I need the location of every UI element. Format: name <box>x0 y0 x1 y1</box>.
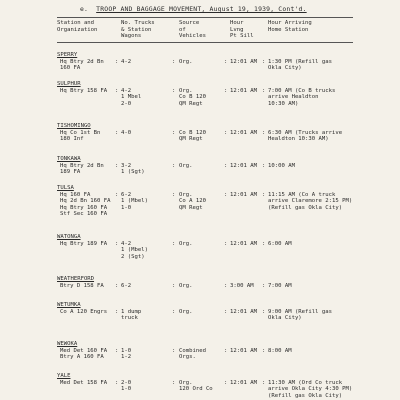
section-number: e. <box>80 5 89 13</box>
trucks-value: 1 (Mbel) <box>121 247 148 254</box>
title-text: TROOP AND BAGGAGE MOVEMENT, August 19, 1939, Cont'd. <box>96 5 307 13</box>
column-separator: : <box>172 308 176 315</box>
trucks-value: 2-0 <box>121 379 132 386</box>
organization-line: Hq Btry 158 FA <box>60 87 108 94</box>
trucks-value: 6-2 <box>121 191 132 198</box>
column-separator: : <box>262 191 266 198</box>
trucks-value: 3-2 <box>121 162 132 169</box>
organization-line: Hq 2d Bn 160 FA <box>60 198 111 205</box>
column-separator: : <box>224 308 228 315</box>
header-rule <box>57 42 353 43</box>
column-separator: : <box>224 282 228 289</box>
organization-line: Co A 120 Engrs <box>60 308 108 315</box>
hour-leaving: 12:01 AM <box>230 58 257 65</box>
column-separator: : <box>115 87 119 94</box>
column-separator: : <box>115 58 119 65</box>
arrival-line: 11:30 AM (Ord Co truck <box>268 379 343 386</box>
column-separator: : <box>115 191 119 198</box>
column-separator: : <box>224 58 228 65</box>
column-separator: : <box>172 87 176 94</box>
arrival-line: 1:30 PM (Refill gas <box>268 58 332 65</box>
trucks-value: 2-0 <box>121 100 132 107</box>
column-separator: : <box>224 129 228 136</box>
arrival-line: arrive Claremore 2:15 PM) <box>268 198 353 205</box>
source-value: Org. <box>179 162 193 169</box>
column-separator: : <box>172 240 176 247</box>
source-value: Co A 120 <box>179 198 206 205</box>
hour-leaving: 12:01 AM <box>230 347 257 354</box>
organization-line: Med Det 160 FA <box>60 347 108 354</box>
station-name: WEWOKA <box>57 341 78 347</box>
column-separator: : <box>115 129 119 136</box>
station-name: WETUMKA <box>57 302 81 308</box>
trucks-value: 4-2 <box>121 58 132 65</box>
arrival-line: 10:00 AM <box>268 162 295 169</box>
trucks-value: 1-2 <box>121 354 132 361</box>
arrival-line: Okla City) <box>268 315 302 322</box>
organization-line: Btry A 160 FA <box>60 354 104 361</box>
column-separator: : <box>115 347 119 354</box>
arrival-line: (Refill gas Okla City) <box>268 204 343 211</box>
trucks-value: 4-0 <box>121 129 132 136</box>
organization-line: Hq 160 FA <box>60 191 91 198</box>
column-separator: : <box>115 282 119 289</box>
column-separator: : <box>262 87 266 94</box>
station-name: WEATHERFORD <box>57 276 95 282</box>
station-name: TULSA <box>57 185 74 191</box>
source-value: QM Regt <box>179 136 203 143</box>
column-separator: : <box>172 58 176 65</box>
trucks-value: 1 (Sgt) <box>121 169 145 176</box>
source-value: Orgs. <box>179 354 196 361</box>
column-separator: : <box>115 162 119 169</box>
source-value: Combined <box>179 347 206 354</box>
top-rule <box>57 17 353 18</box>
header-hour-arriving: Hour Arriving Home Station <box>268 20 312 33</box>
trucks-value: 1-0 <box>121 204 132 211</box>
column-separator: : <box>172 162 176 169</box>
column-separator: : <box>262 162 266 169</box>
column-separator: : <box>262 308 266 315</box>
header-station: Station and Organization <box>57 20 98 33</box>
trucks-value: 1-0 <box>121 386 132 393</box>
organization-line: Stf Sec 160 FA <box>60 211 108 218</box>
hour-leaving: 12:01 AM <box>230 240 257 247</box>
arrival-line: 7:00 AM <box>268 282 292 289</box>
column-separator: : <box>172 191 176 198</box>
organization-line: 160 FA <box>60 65 81 72</box>
column-separator: : <box>262 282 266 289</box>
hour-leaving: 3:00 AM <box>230 282 254 289</box>
column-separator: : <box>224 379 228 386</box>
source-value: QM Regt <box>179 100 203 107</box>
header-source: Source of Vehicles <box>179 20 206 40</box>
station-name: YALE <box>57 373 71 379</box>
source-value: Org. <box>179 308 193 315</box>
trucks-value: 2 (Sgt) <box>121 253 145 260</box>
arrival-line: Healdton 10:30 AM) <box>268 136 329 143</box>
header-hour-leaving: Hour Lvng Pt Sill <box>230 20 254 40</box>
column-separator: : <box>115 240 119 247</box>
column-separator: : <box>224 87 228 94</box>
arrival-line: 6:00 AM <box>268 240 292 247</box>
column-separator: : <box>224 347 228 354</box>
trucks-value: 1-0 <box>121 347 132 354</box>
trucks-value: 4-2 <box>121 87 132 94</box>
column-separator: : <box>224 240 228 247</box>
organization-line: Btry D 158 FA <box>60 282 104 289</box>
arrival-line: arrive Okla City 4:30 PM) <box>268 386 353 393</box>
source-value: QM Regt <box>179 204 203 211</box>
source-value: Co B 120 <box>179 129 206 136</box>
hour-leaving: 12:01 AM <box>230 308 257 315</box>
station-name: TONKAWA <box>57 156 81 162</box>
trucks-value: truck <box>121 315 138 322</box>
organization-line: Med Det 158 FA <box>60 379 108 386</box>
column-separator: : <box>262 58 266 65</box>
arrival-line: 7:00 AM (Co B trucks <box>268 87 336 94</box>
source-value: Org. <box>179 282 193 289</box>
source-value: Org. <box>179 58 193 65</box>
arrival-line: Okla City) <box>268 65 302 72</box>
hour-leaving: 12:01 AM <box>230 191 257 198</box>
hour-leaving: 12:01 AM <box>230 129 257 136</box>
column-separator: : <box>262 379 266 386</box>
arrival-line: 6:30 AM (Trucks arrive <box>268 129 343 136</box>
source-value: Co B 120 <box>179 94 206 101</box>
station-name: WATONGA <box>57 234 81 240</box>
column-separator: : <box>172 282 176 289</box>
column-separator: : <box>172 129 176 136</box>
column-separator: : <box>172 347 176 354</box>
column-separator: : <box>172 379 176 386</box>
hour-leaving: 12:01 AM <box>230 162 257 169</box>
arrival-line: 10:30 AM) <box>268 100 299 107</box>
arrival-line: 9:00 AM (Refill gas <box>268 308 332 315</box>
column-separator: : <box>115 379 119 386</box>
source-value: Org. <box>179 87 193 94</box>
organization-line: 189 FA <box>60 169 81 176</box>
hour-leaving: 12:01 AM <box>230 379 257 386</box>
arrival-line: 8:00 AM <box>268 347 292 354</box>
trucks-value: 1 dump <box>121 308 142 315</box>
organization-line: Hq Btry 160 FA <box>60 204 108 211</box>
trucks-value: 1 (Mbel) <box>121 198 148 205</box>
column-separator: : <box>262 129 266 136</box>
column-separator: : <box>224 162 228 169</box>
column-separator: : <box>262 347 266 354</box>
arrival-line: 11:15 AM (Co A truck <box>268 191 336 198</box>
source-value: 120 Ord Co <box>179 386 213 393</box>
source-value: Org. <box>179 379 193 386</box>
document-title <box>80 6 350 13</box>
trucks-value: 1 Mbel <box>121 94 142 101</box>
trucks-value: 6-2 <box>121 282 132 289</box>
column-separator: : <box>224 191 228 198</box>
organization-line: 180 Inf <box>60 136 84 143</box>
organization-line: Hq Btry 189 FA <box>60 240 108 247</box>
trucks-value: 4-2 <box>121 240 132 247</box>
header-trucks: No. Trucks & Station Wagons <box>121 20 155 40</box>
station-name: SULPHUR <box>57 81 81 87</box>
station-name: TISHOMINGO <box>57 123 91 129</box>
source-value: Org. <box>179 240 193 247</box>
column-separator: : <box>115 308 119 315</box>
source-value: Org. <box>179 191 193 198</box>
organization-line: Hq Btry 2d Bn <box>60 162 104 169</box>
station-name: SPERRY <box>57 52 78 58</box>
column-separator: : <box>262 240 266 247</box>
arrival-line: (Refill gas Okla City) <box>268 392 343 399</box>
arrival-line: arrive Healdton <box>268 94 319 101</box>
hour-leaving: 12:01 AM <box>230 87 257 94</box>
organization-line: Hq Btry 2d Bn <box>60 58 104 65</box>
organization-line: Hq Co 1st Bn <box>60 129 101 136</box>
